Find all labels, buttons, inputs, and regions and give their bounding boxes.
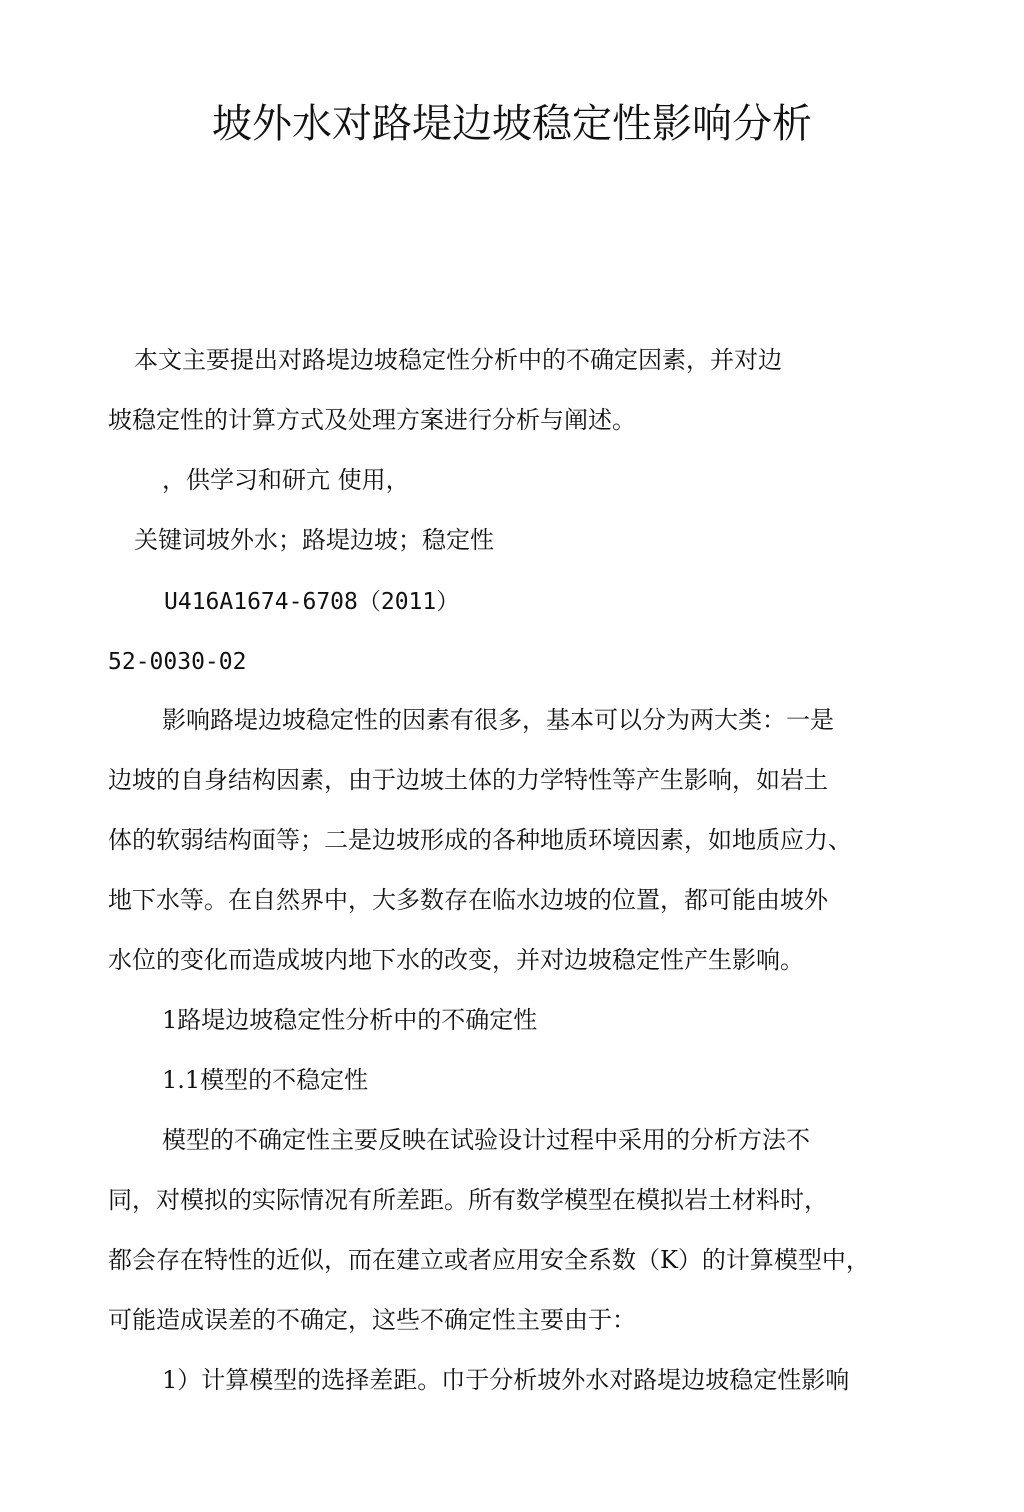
paragraph-line: 模型的不确定性主要反映在试验设计过程中采用的分析方法不 [162,1126,810,1154]
usage-note: ，供学习和研亢 使用， [162,466,410,494]
abstract-line-2: 坡稳定性的计算方式及处理方案进行分析与阐述。 [108,406,636,434]
document-title: 坡外水对路堤边坡稳定性影响分析 [212,101,812,147]
abstract-line-1: 本文主要提出对路堤边坡稳定性分析中的不确定因素，并对边 [134,346,782,374]
list-item: 1）计算模型的选择差距。巾于分析坡外水对路堤边坡稳定性影响 [162,1366,850,1394]
paragraph-line: 体的软弱结构面等；二是边坡形成的各种地质环境因素，如地质应力、 [108,826,852,854]
paragraph-line: 边坡的自身结构因素，由于边坡土体的力学特性等产生影响，如岩土 [108,766,828,794]
paragraph-line: 地下水等。在自然界中，大多数存在临水边坡的位置，都可能由坡外 [108,886,828,914]
paragraph-line: 影响路堤边坡稳定性的因素有很多，基本可以分为两大类：一是 [162,706,834,734]
section-heading: 1路堤边坡稳定性分析中的不确定性 [162,1006,538,1034]
paragraph-line: 都会存在特性的近似，而在建立或者应用安全系数（K）的计算模型中， [108,1246,870,1274]
keywords-line: 关键词坡外水；路堤边坡；稳定性 [134,526,494,554]
classification-code: U416A1674-6708（2011） [164,589,460,615]
paragraph-line: 水位的变化而造成坡内地下水的改变，并对边坡稳定性产生影响。 [108,946,804,974]
subsection-heading: 1.1模型的不稳定性 [162,1066,369,1094]
article-number: 52-0030-02 [108,649,247,675]
paragraph-line: 可能造成误差的不确定，这些不确定性主要由于： [108,1306,636,1334]
paragraph-line: 同，对模拟的实际情况有所差距。所有数学模型在模拟岩土材料时， [108,1186,828,1214]
